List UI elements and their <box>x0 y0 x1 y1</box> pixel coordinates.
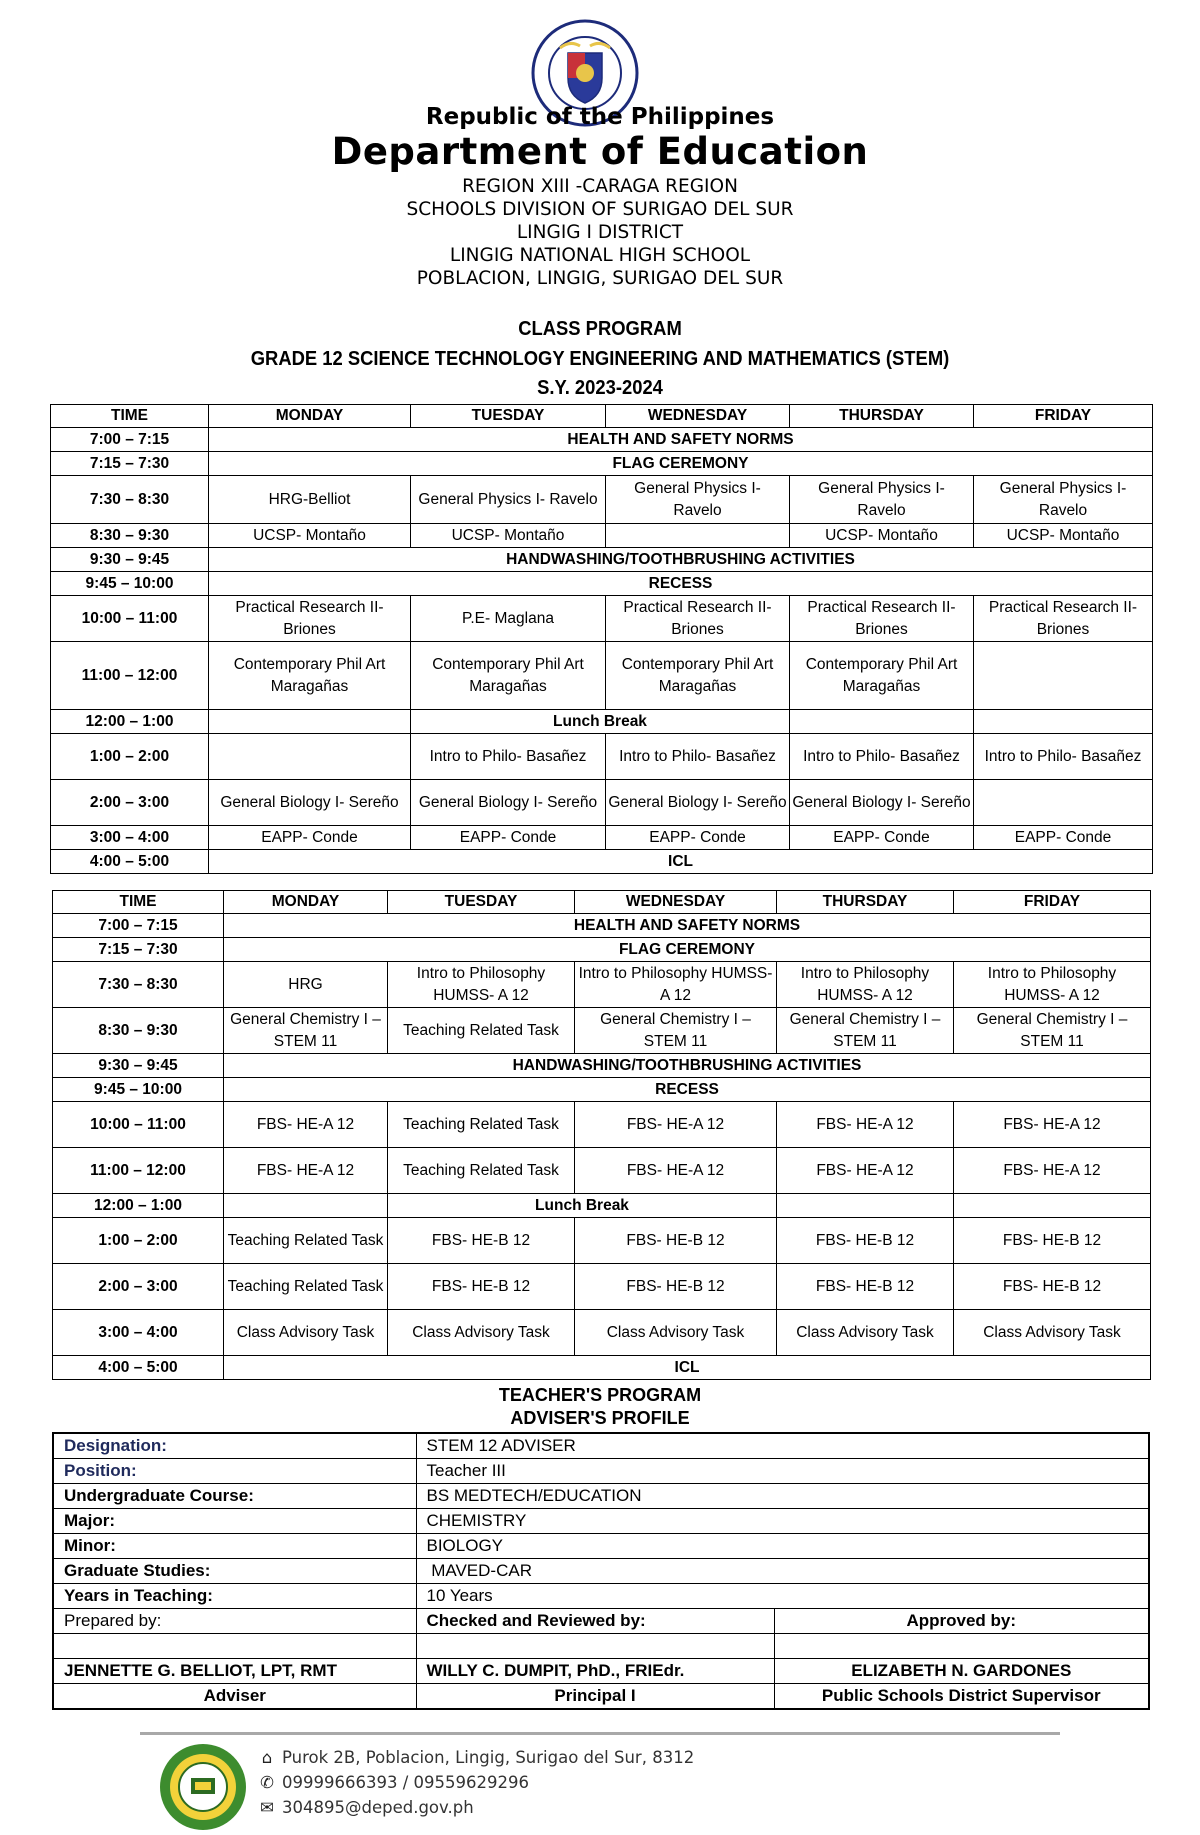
time-slot-cell: 10:00 – 11:00 <box>51 596 209 642</box>
signature-titles-row <box>53 1684 1149 1710</box>
footer-address-text: Purok 2B, Poblacion, Lingig, Surigao del Sur, 8312 <box>282 1748 695 1767</box>
schedule-row <box>53 1310 1151 1356</box>
subject-cell: Intro to Philo- Basañez <box>974 734 1153 780</box>
subject-cell: FBS- HE-A 12 <box>954 1148 1151 1194</box>
subject-cell: UCSP- Montaño <box>411 524 606 548</box>
time-column-header: TIME <box>51 405 209 428</box>
day-column-header: TUESDAY <box>411 405 606 428</box>
time-slot-cell: 12:00 – 1:00 <box>51 710 209 734</box>
checked-by-label: Checked and Reviewed by: <box>416 1609 774 1634</box>
profile-row <box>53 1584 1149 1609</box>
subject-cell: Class Advisory Task <box>224 1310 388 1356</box>
subject-cell: Class Advisory Task <box>777 1310 954 1356</box>
day-column-header: FRIDAY <box>954 891 1151 914</box>
subject-cell: Intro to Philosophy HUMSS- A 12 <box>388 962 575 1008</box>
profile-value: MAVED-CAR <box>416 1559 1149 1584</box>
time-slot-cell: 3:00 – 4:00 <box>51 826 209 850</box>
schedule-row <box>51 710 1153 734</box>
subject-cell: FBS- HE-B 12 <box>777 1264 954 1310</box>
profile-row <box>53 1484 1149 1509</box>
day-column-header: MONDAY <box>209 405 411 428</box>
time-slot-cell: 7:00 – 7:15 <box>53 914 224 938</box>
profile-value: Teacher III <box>416 1459 1149 1484</box>
empty-cell <box>777 1194 954 1218</box>
subject-cell: FBS- HE-A 12 <box>954 1102 1151 1148</box>
approved-by-label: Approved by: <box>774 1609 1149 1634</box>
class-program-title: CLASS PROGRAM <box>518 318 682 340</box>
subject-cell: General Chemistry I – STEM 11 <box>575 1008 777 1054</box>
subject-cell: Intro to Philo- Basañez <box>411 734 606 780</box>
subject-cell: FBS- HE-A 12 <box>777 1102 954 1148</box>
subject-cell: UCSP- Montaño <box>974 524 1153 548</box>
subject-cell: UCSP- Montaño <box>790 524 974 548</box>
republic-heading: Republic of the Philippines <box>425 104 775 130</box>
time-slot-cell: 10:00 – 11:00 <box>53 1102 224 1148</box>
subject-cell: FBS- HE-A 12 <box>777 1148 954 1194</box>
subject-cell: Teaching Related Task <box>388 1148 575 1194</box>
supervisor-name: ELIZABETH N. GARDONES <box>774 1659 1149 1684</box>
profile-value: CHEMISTRY <box>416 1509 1149 1534</box>
activity-span-cell: FLAG CEREMONY <box>224 938 1151 962</box>
schedule-row <box>51 524 1153 548</box>
subject-cell: Class Advisory Task <box>575 1310 777 1356</box>
subject-cell: FBS- HE-B 12 <box>954 1218 1151 1264</box>
schedule-row <box>53 1054 1151 1078</box>
subject-cell: Intro to Philo- Basañez <box>790 734 974 780</box>
subject-cell: FBS- HE-A 12 <box>224 1102 388 1148</box>
department-heading: Department of Education <box>331 130 869 173</box>
school-year-title: S.Y. 2023-2024 <box>537 377 663 399</box>
schedule-row <box>53 914 1151 938</box>
subject-cell: Contemporary Phil Art Maragañas <box>411 642 606 710</box>
footer-email-text[interactable]: 304895@deped.gov.ph <box>282 1798 474 1817</box>
subject-cell: Teaching Related Task <box>388 1102 575 1148</box>
signature-labels-row <box>53 1609 1149 1634</box>
profile-label: Major: <box>53 1509 416 1534</box>
schedule-row <box>53 1102 1151 1148</box>
schedule-row <box>51 572 1153 596</box>
empty-cell <box>209 734 411 780</box>
schedule-row <box>51 850 1153 874</box>
day-column-header: FRIDAY <box>974 405 1153 428</box>
profile-value: STEM 12 ADVISER <box>416 1433 1149 1459</box>
subject-cell: FBS- HE-A 12 <box>575 1148 777 1194</box>
subject-cell: Practical Research II-Briones <box>606 596 790 642</box>
subject-cell: Teaching Related Task <box>388 1008 575 1054</box>
footer-email[interactable] <box>258 1798 474 1817</box>
schedule-row <box>51 428 1153 452</box>
subject-cell: Teaching Related Task <box>224 1264 388 1310</box>
schedule-row <box>51 826 1153 850</box>
adviser-title: Adviser <box>53 1684 416 1710</box>
schedule-row <box>53 1356 1151 1380</box>
day-column-header: MONDAY <box>224 891 388 914</box>
activity-span-cell: HANDWASHING/TOOTHBRUSHING ACTIVITIES <box>209 548 1153 572</box>
signature-space-row <box>53 1634 1149 1659</box>
time-slot-cell: 9:30 – 9:45 <box>53 1054 224 1078</box>
teachers-program-heading: TEACHER'S PROGRAM <box>498 1385 702 1405</box>
empty-cell <box>974 642 1153 710</box>
activity-span-cell: RECESS <box>209 572 1153 596</box>
day-column-header: WEDNESDAY <box>575 891 777 914</box>
subject-cell: Class Advisory Task <box>388 1310 575 1356</box>
supervisor-title: Public Schools District Supervisor <box>774 1684 1149 1710</box>
schedule-row <box>51 642 1153 710</box>
principal-name: WILLY C. DUMPIT, PhD., FRIEdr. <box>416 1659 774 1684</box>
profile-value: BS MEDTECH/EDUCATION <box>416 1484 1149 1509</box>
activity-span-cell: RECESS <box>224 1078 1151 1102</box>
empty-cell <box>790 710 974 734</box>
activity-span-cell: HANDWASHING/TOOTHBRUSHING ACTIVITIES <box>224 1054 1151 1078</box>
principal-title: Principal I <box>416 1684 774 1710</box>
schedule-row <box>53 938 1151 962</box>
time-slot-cell: 7:30 – 8:30 <box>53 962 224 1008</box>
subject-cell: EAPP- Conde <box>974 826 1153 850</box>
profile-value: BIOLOGY <box>416 1534 1149 1559</box>
subject-cell: FBS- HE-A 12 <box>224 1148 388 1194</box>
lunch-break-cell: Lunch Break <box>388 1194 777 1218</box>
subject-cell: General Chemistry I – STEM 11 <box>777 1008 954 1054</box>
time-slot-cell: 8:30 – 9:30 <box>51 524 209 548</box>
subject-cell: Intro to Philo- Basañez <box>606 734 790 780</box>
grade-title: GRADE 12 SCIENCE TECHNOLOGY ENGINEERING AND MATHEMATICS (STEM) <box>250 348 950 370</box>
signature-names-row <box>53 1659 1149 1684</box>
subject-cell: EAPP- Conde <box>411 826 606 850</box>
subject-cell: HRG <box>224 962 388 1008</box>
subject-cell: FBS- HE-B 12 <box>954 1264 1151 1310</box>
time-slot-cell: 9:45 – 10:00 <box>53 1078 224 1102</box>
day-column-header: WEDNESDAY <box>606 405 790 428</box>
subject-cell: General Biology I- Sereño <box>790 780 974 826</box>
subject-cell: FBS- HE-B 12 <box>388 1264 575 1310</box>
profile-row <box>53 1459 1149 1484</box>
empty-cell <box>224 1194 388 1218</box>
subject-cell: Intro to Philosophy HUMSS- A 12 <box>575 962 777 1008</box>
signature-space <box>774 1634 1149 1659</box>
time-slot-cell: 7:15 – 7:30 <box>51 452 209 476</box>
subject-cell: Intro to Philosophy HUMSS- A 12 <box>954 962 1151 1008</box>
empty-cell <box>974 780 1153 826</box>
subject-cell: Practical Research II- Briones <box>209 596 411 642</box>
subject-cell: General Biology I- Sereño <box>606 780 790 826</box>
time-slot-cell: 1:00 – 2:00 <box>53 1218 224 1264</box>
time-slot-cell: 7:00 – 7:15 <box>51 428 209 452</box>
signature-space <box>416 1634 774 1659</box>
schedule-row <box>53 1148 1151 1194</box>
subject-cell: Intro to Philosophy HUMSS- A 12 <box>777 962 954 1008</box>
schedule-row <box>51 452 1153 476</box>
subject-cell: P.E- Maglana <box>411 596 606 642</box>
subject-cell: EAPP- Conde <box>209 826 411 850</box>
day-column-header: THURSDAY <box>777 891 954 914</box>
footer-divider <box>140 1732 1060 1735</box>
subject-cell: General Biology I- Sereño <box>411 780 606 826</box>
schedule-header-row <box>53 891 1151 914</box>
subject-cell: General Physics I- Ravelo <box>606 476 790 524</box>
schedule-row <box>53 1078 1151 1102</box>
subject-cell: Teaching Related Task <box>224 1218 388 1264</box>
day-column-header: THURSDAY <box>790 405 974 428</box>
address-line: POBLACION, LINGIG, SURIGAO DEL SUR <box>416 268 784 289</box>
profile-label: Undergraduate Course: <box>53 1484 416 1509</box>
footer-phones-text: 09999666393 / 09559629296 <box>282 1773 530 1792</box>
empty-cell <box>954 1194 1151 1218</box>
activity-span-cell: HEALTH AND SAFETY NORMS <box>224 914 1151 938</box>
phone-icon: ✆ <box>260 1773 274 1792</box>
empty-cell <box>606 524 790 548</box>
profile-value: 10 Years <box>416 1584 1149 1609</box>
empty-cell <box>209 710 411 734</box>
mail-icon: ✉ <box>260 1798 274 1817</box>
profile-label: Graduate Studies: <box>53 1559 416 1584</box>
activity-span-cell: ICL <box>224 1356 1151 1380</box>
subject-cell: FBS- HE-B 12 <box>575 1218 777 1264</box>
time-slot-cell: 3:00 – 4:00 <box>53 1310 224 1356</box>
profile-label: Minor: <box>53 1534 416 1559</box>
schedule-row <box>51 596 1153 642</box>
prepared-by-label: Prepared by: <box>53 1609 416 1634</box>
profile-row <box>53 1534 1149 1559</box>
profile-label: Position: <box>53 1459 416 1484</box>
activity-span-cell: HEALTH AND SAFETY NORMS <box>209 428 1153 452</box>
time-slot-cell: 2:00 – 3:00 <box>51 780 209 826</box>
subject-cell: FBS- HE-B 12 <box>575 1264 777 1310</box>
profile-label: Years in Teaching: <box>53 1584 416 1609</box>
subject-cell: Contemporary Phil Art Maragañas <box>606 642 790 710</box>
subject-cell: Practical Research II-Briones <box>974 596 1153 642</box>
profile-row <box>53 1433 1149 1459</box>
teacher-program-table <box>52 890 1151 1380</box>
subject-cell: FBS- HE-B 12 <box>777 1218 954 1264</box>
time-slot-cell: 12:00 – 1:00 <box>53 1194 224 1218</box>
time-slot-cell: 8:30 – 9:30 <box>53 1008 224 1054</box>
time-slot-cell: 11:00 – 12:00 <box>51 642 209 710</box>
subject-cell: Contemporary Phil Art Maragañas <box>790 642 974 710</box>
time-slot-cell: 11:00 – 12:00 <box>53 1148 224 1194</box>
time-slot-cell: 9:30 – 9:45 <box>51 548 209 572</box>
activity-span-cell: ICL <box>209 850 1153 874</box>
subject-cell: General Chemistry I – STEM 11 <box>224 1008 388 1054</box>
subject-cell: Class Advisory Task <box>954 1310 1151 1356</box>
schedule-row <box>51 780 1153 826</box>
subject-cell: General Chemistry I – STEM 11 <box>954 1008 1151 1054</box>
subject-cell: General Physics I- Ravelo <box>974 476 1153 524</box>
footer-address <box>258 1748 694 1767</box>
adviser-profile-table <box>52 1432 1150 1710</box>
signature-space <box>53 1634 416 1659</box>
schedule-row <box>51 734 1153 780</box>
day-column-header: TUESDAY <box>388 891 575 914</box>
schedule-row <box>53 1194 1151 1218</box>
lunch-break-cell: Lunch Break <box>411 710 790 734</box>
subject-cell: EAPP- Conde <box>606 826 790 850</box>
home-icon: ⌂ <box>261 1748 273 1767</box>
class-program-table <box>50 404 1153 874</box>
time-slot-cell: 7:30 – 8:30 <box>51 476 209 524</box>
profile-row <box>53 1509 1149 1534</box>
adviser-name: JENNETTE G. BELLIOT, LPT, RMT <box>53 1659 416 1684</box>
footer-phones <box>258 1773 529 1792</box>
subject-cell: General Biology I- Sereño <box>209 780 411 826</box>
division-line: SCHOOLS DIVISION OF SURIGAO DEL SUR <box>406 199 794 220</box>
time-slot-cell: 4:00 – 5:00 <box>51 850 209 874</box>
subject-cell: HRG-Belliot <box>209 476 411 524</box>
subject-cell: Practical Research II- Briones <box>790 596 974 642</box>
schedule-row <box>51 548 1153 572</box>
schedule-row <box>53 962 1151 1008</box>
schedule-row <box>53 1264 1151 1310</box>
region-line: REGION XIII -CARAGA REGION <box>462 176 738 197</box>
subject-cell: FBS- HE-B 12 <box>388 1218 575 1264</box>
activity-span-cell: FLAG CEREMONY <box>209 452 1153 476</box>
subject-cell: General Physics I- Ravelo <box>790 476 974 524</box>
subject-cell: EAPP- Conde <box>790 826 974 850</box>
schedule-row <box>51 476 1153 524</box>
schedule-row <box>53 1218 1151 1264</box>
profile-row <box>53 1559 1149 1584</box>
time-slot-cell: 2:00 – 3:00 <box>53 1264 224 1310</box>
subject-cell: FBS- HE-A 12 <box>575 1102 777 1148</box>
time-slot-cell: 7:15 – 7:30 <box>53 938 224 962</box>
school-line: LINGIG NATIONAL HIGH SCHOOL <box>449 245 751 266</box>
schedule-row <box>53 1008 1151 1054</box>
empty-cell <box>974 710 1153 734</box>
profile-label: Designation: <box>53 1433 416 1459</box>
schedule-header-row <box>51 405 1153 428</box>
subject-cell: UCSP- Montaño <box>209 524 411 548</box>
school-logo <box>158 1742 248 1832</box>
subject-cell: Contemporary Phil Art Maragañas <box>209 642 411 710</box>
time-slot-cell: 9:45 – 10:00 <box>51 572 209 596</box>
time-slot-cell: 4:00 – 5:00 <box>53 1356 224 1380</box>
time-slot-cell: 1:00 – 2:00 <box>51 734 209 780</box>
subject-cell: General Physics I- Ravelo <box>411 476 606 524</box>
time-column-header: TIME <box>53 891 224 914</box>
district-line: LINGIG I DISTRICT <box>516 222 684 243</box>
advisers-profile-heading: ADVISER'S PROFILE <box>510 1408 690 1428</box>
